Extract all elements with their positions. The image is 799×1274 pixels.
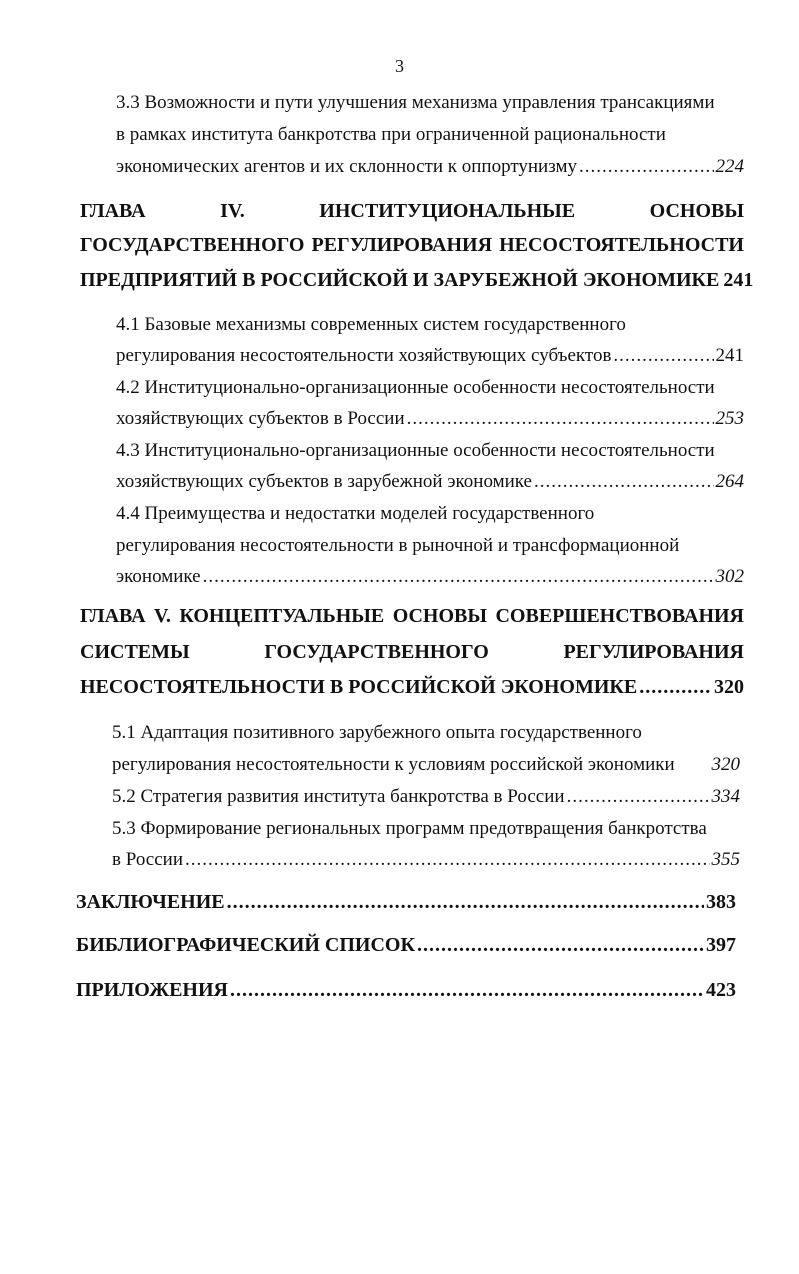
toc-4-4-line3[interactable]: экономике ..... 302: [116, 564, 744, 590]
leader-dots: [230, 977, 704, 1003]
toc-5-3-page: 355: [711, 849, 740, 870]
chapter-5-heading-line2: СИСТЕМЫ ГОСУДАРСТВЕННОГО РЕГУЛИРОВАНИЯ: [80, 641, 744, 663]
toc-4-1-line2[interactable]: регулирования несостоятельности хозяйствующих субъектов ..... 241: [116, 343, 744, 369]
toc-conclusion[interactable]: ЗАКЛЮЧЕНИЕ ..... 383: [76, 889, 736, 915]
toc-4-2-line2[interactable]: хозяйствующих субъектов в России ..... 253: [116, 406, 744, 432]
toc-4-4-line2: регулирования несостоятельности в рыночной и трансформационной: [116, 535, 680, 556]
chapter-4-heading-line1[interactable]: ГЛАВА IV. ИНСТИТУЦИОНАЛЬНЫЕ ОСНОВЫ: [80, 200, 744, 222]
leader-dots: [203, 564, 714, 590]
toc-appendices[interactable]: ПРИЛОЖЕНИЯ ..... 423: [76, 977, 736, 1003]
page-number: 3: [395, 56, 404, 76]
toc-5-1-page: 320: [711, 754, 740, 775]
conclusion-page: 383: [706, 891, 736, 913]
toc-3-3-line1[interactable]: 3.3 Возможности и пути улучшения механизма управления трансакциями: [116, 92, 715, 113]
toc-5-3-line2[interactable]: в России ..... 355: [112, 847, 740, 873]
chapter-5-heading-line1[interactable]: ГЛАВА V. КОНЦЕПТУАЛЬНЫЕ ОСНОВЫ СОВЕРШЕНСТВОВАНИЯ: [80, 605, 744, 627]
toc-3-3-line3[interactable]: экономических агентов и их склонности к оппортунизму ..... 224: [116, 154, 744, 180]
leader-dots: [567, 784, 710, 810]
leader-dots: [613, 343, 713, 369]
toc-4-3-page: 264: [715, 471, 744, 492]
toc-5-2-line1[interactable]: 5.2 Стратегия развития института банкротства в России ..... 334: [112, 784, 740, 810]
toc-bibliography[interactable]: БИБЛИОГРАФИЧЕСКИЙ СПИСОК ..... 397: [76, 932, 736, 958]
leader-dots: [579, 154, 714, 180]
toc-4-4-page: 302: [715, 566, 744, 587]
appendices-page: 423: [706, 979, 736, 1001]
chapter-5-heading-line3[interactable]: НЕСОСТОЯТЕЛЬНОСТИ В РОССИЙСКОЙ ЭКОНОМИКЕ ..... 320: [80, 674, 744, 700]
toc-4-3-line2[interactable]: хозяйствующих субъектов в зарубежной экономике ..... 264: [116, 469, 744, 495]
toc-4-3-line1[interactable]: 4.3 Институционально-организационные особенности несостоятельности: [116, 440, 715, 461]
leader-dots: [534, 469, 714, 495]
toc-4-1-page: 241: [715, 345, 744, 366]
leader-dots: [417, 932, 704, 958]
leader-dots: [639, 674, 712, 700]
toc-4-2-page: 253: [715, 408, 744, 429]
toc-5-1-line1[interactable]: 5.1 Адаптация позитивного зарубежного опыта государственного: [112, 722, 642, 743]
leader-dots: [227, 889, 704, 915]
chapter-5-page: 320: [714, 676, 744, 698]
toc-4-4-line1[interactable]: 4.4 Преимущества и недостатки моделей государственного: [116, 503, 595, 524]
toc-3-3-line2: в рамках института банкротства при ограниченной рациональности: [116, 124, 666, 145]
toc-5-1-line2[interactable]: регулирования несостоятельности к условиям российской экономики 320: [112, 752, 740, 778]
toc-3-3-page: 224: [715, 156, 744, 177]
toc-4-2-line1[interactable]: 4.2 Институционально-организационные особенности несостоятельности: [116, 377, 715, 398]
bibliography-page: 397: [706, 934, 736, 956]
chapter-4-page: 241: [723, 269, 754, 291]
chapter-4-heading-line3[interactable]: ПРЕДПРИЯТИЙ В РОССИЙСКОЙ И ЗАРУБЕЖНОЙ ЭКОНОМИКЕ 241: [80, 269, 754, 291]
leader-dots: [185, 847, 710, 873]
toc-4-1-line1[interactable]: 4.1 Базовые механизмы современных систем государственного: [116, 314, 626, 335]
toc-5-2-page: 334: [711, 786, 740, 807]
chapter-4-heading-line2: ГОСУДАРСТВЕННОГО РЕГУЛИРОВАНИЯ НЕСОСТОЯТЕЛЬНОСТИ: [80, 234, 744, 256]
leader-dots: [407, 406, 714, 432]
toc-5-3-line1[interactable]: 5.3 Формирование региональных программ предотвращения банкротства: [112, 818, 707, 839]
